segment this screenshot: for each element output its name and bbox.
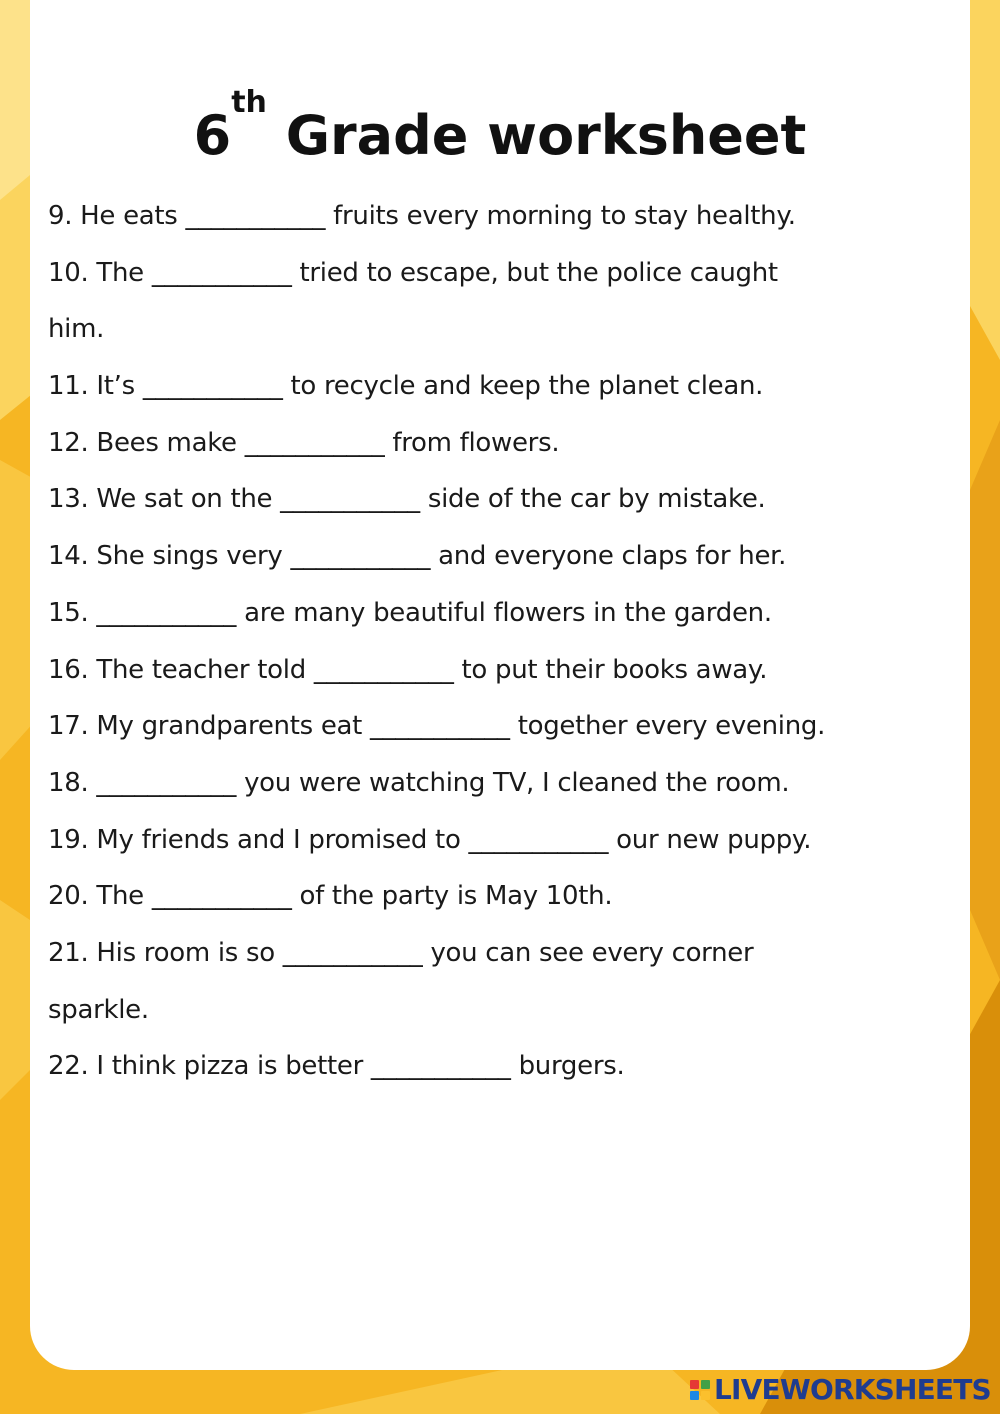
- sentence-line: 21. His room is so ___________ you can see every corner: [48, 937, 754, 968]
- logo-square-yellow: [701, 1391, 710, 1400]
- sentence-line: 20. The ___________ of the party is May 10th.: [48, 881, 613, 912]
- sentence-line: 9. He eats ___________ fruits every morning to stay healthy.: [48, 201, 796, 231]
- page-title: [0, 85, 1000, 176]
- liveworksheets-logo: [690, 1373, 991, 1407]
- sentence-line: 13. We sat on the ___________ side of the car by mistake.: [48, 484, 766, 515]
- sentence-line: 14. She sings very ___________ and everyone claps for her.: [48, 541, 787, 572]
- sentence-line: 17. My grandparents eat ___________ together every evening.: [48, 711, 826, 742]
- sentence-line: 12. Bees make ___________ from flowers.: [48, 427, 560, 458]
- title-text: Grade worksheet: [266, 104, 807, 167]
- sentence-line: 19. My friends and I promised to ___________ our new puppy.: [48, 824, 812, 855]
- sentence-line: sparkle.: [48, 994, 149, 1025]
- logo-text: LIVEWORKSHEETS: [714, 1373, 991, 1406]
- sentence-line: 16. The teacher told ___________ to put their books away.: [48, 654, 768, 685]
- sentence-line: 18. ___________ you were watching TV, I cleaned the room.: [48, 767, 790, 798]
- sentence-line: 15. ___________ are many beautiful flowers in the garden.: [48, 597, 772, 628]
- logo-square-blue: [690, 1391, 699, 1400]
- liveworksheets-logo-icon: [690, 1380, 710, 1400]
- title-superscript: th: [231, 85, 267, 120]
- sentence-line: 22. I think pizza is better ___________ burgers.: [48, 1051, 625, 1082]
- sentence-line: 10. The ___________ tried to escape, but the police caught: [48, 257, 778, 288]
- sentence-line: 11. It’s ___________ to recycle and keep the planet clean.: [48, 371, 764, 402]
- title-grade-number: 6: [193, 104, 232, 167]
- sentence-line: him.: [48, 314, 105, 345]
- logo-square-red: [690, 1380, 699, 1389]
- logo-square-green: [701, 1380, 710, 1389]
- sentence-list: [48, 190, 958, 1097]
